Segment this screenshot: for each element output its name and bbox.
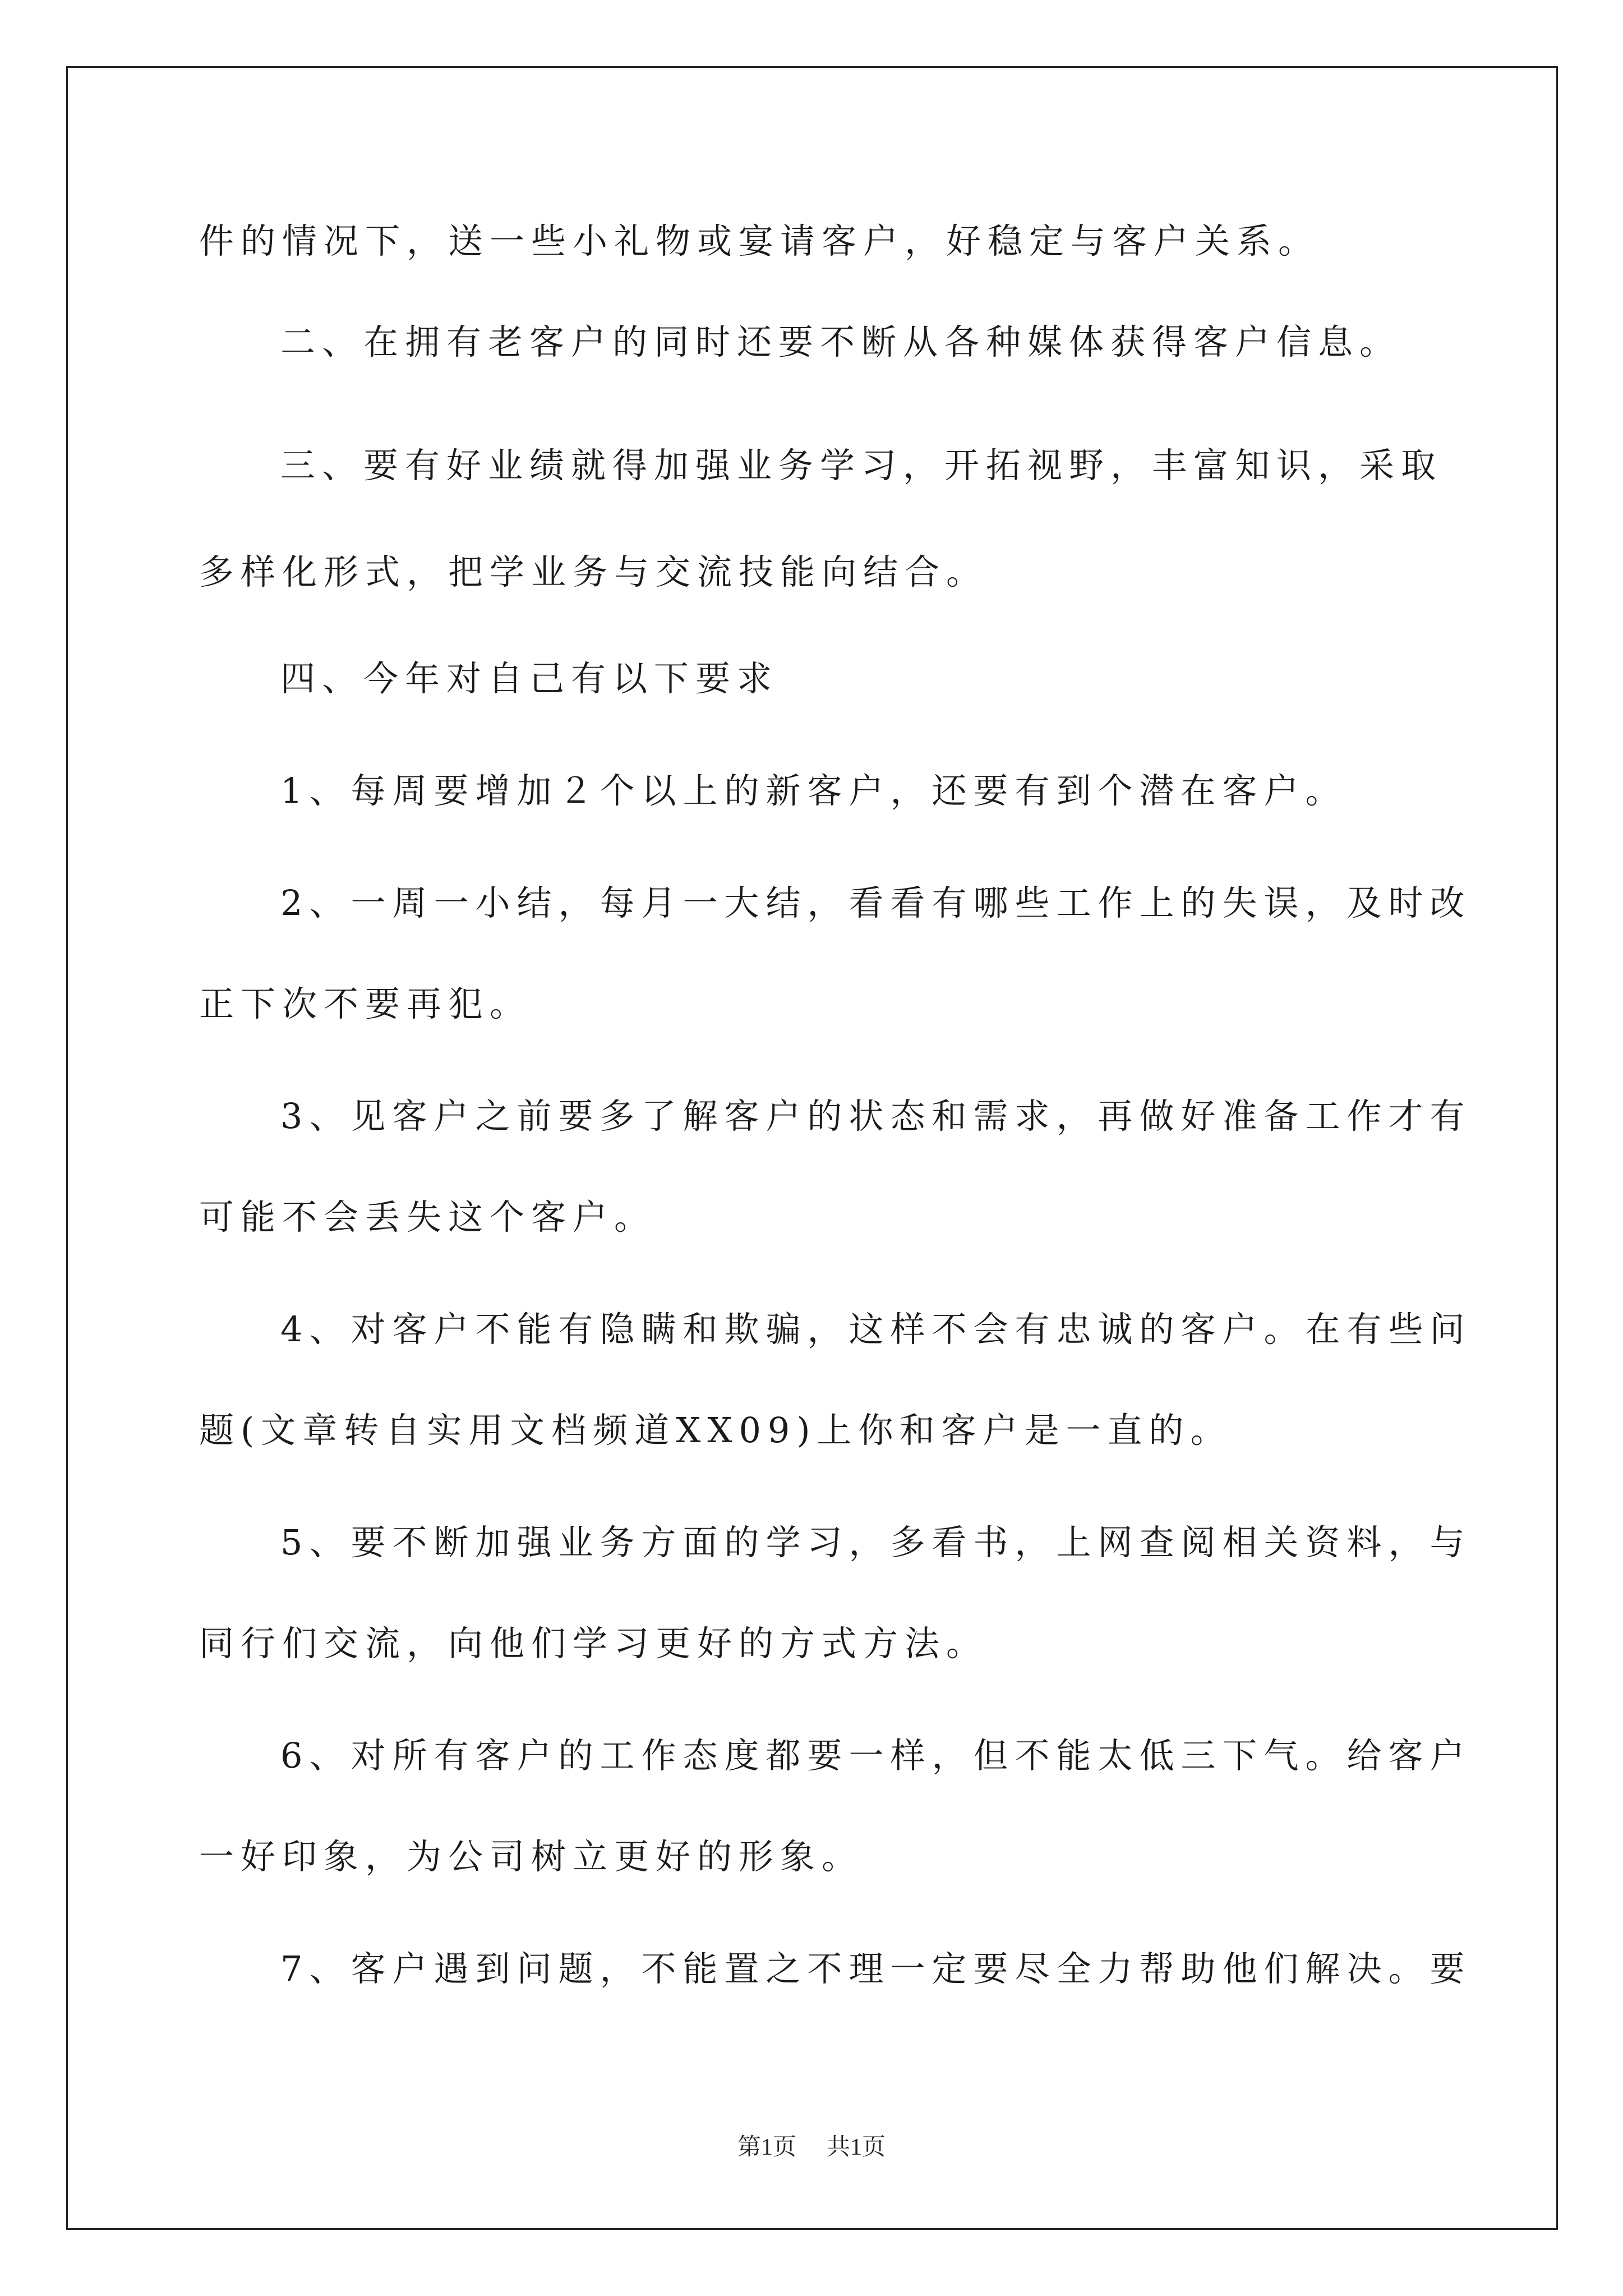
text-line-continuation: 件的情况下，送一些小礼物或宴请客户，好稳定与客户关系。	[199, 220, 1320, 261]
page-border	[66, 66, 1558, 2230]
item-5-line-2: 同行们交流，向他们学习更好的方式方法。	[199, 1623, 988, 1664]
page-total: 共1页	[827, 2134, 886, 2160]
paragraph-4-heading: 四、今年对自己有以下要求	[280, 658, 779, 699]
paragraph-3-line-2: 多样化形式，把学业务与交流技能向结合。	[199, 551, 988, 592]
item-6-line-1: 6、对所有客户的工作态度都要一样，但不能太低三下气。给客户	[280, 1735, 1472, 1776]
paragraph-3-line-1: 三、要有好业绩就得加强业务学习，开拓视野，丰富知识，采取	[280, 445, 1443, 486]
item-5-line-1: 5、要不断加强业务方面的学习，多看书，上网查阅相关资料，与	[280, 1522, 1472, 1563]
item-4-line-2: 题(文章转自实用文档频道XX09)上你和客户是一直的。	[199, 1410, 1232, 1451]
paragraph-2-line-1: 二、在拥有老客户的同时还要不断从各种媒体获得客户信息。	[280, 321, 1401, 362]
page-number: 第1页	[737, 2134, 796, 2160]
page-footer	[0, 2132, 1623, 2163]
item-1-line-1: 1、每周要增加２个以上的新客户，还要有到个潜在客户。	[280, 770, 1347, 811]
item-4-line-1: 4、对客户不能有隐瞒和欺骗，这样不会有忠诚的客户。在有些问	[280, 1309, 1472, 1350]
item-7-line-1: 7、客户遇到问题，不能置之不理一定要尽全力帮助他们解决。要	[280, 1948, 1472, 1989]
item-3-line-2: 可能不会丢失这个客户。	[199, 1197, 656, 1237]
item-3-line-1: 3、见客户之前要多了解客户的状态和需求，再做好准备工作才有	[280, 1096, 1472, 1137]
item-2-line-2: 正下次不要再犯。	[199, 983, 532, 1024]
item-6-line-2: 一好印象，为公司树立更好的形象。	[199, 1836, 864, 1877]
item-2-line-1: 2、一周一小结，每月一大结，看看有哪些工作上的失误，及时改	[280, 882, 1472, 923]
